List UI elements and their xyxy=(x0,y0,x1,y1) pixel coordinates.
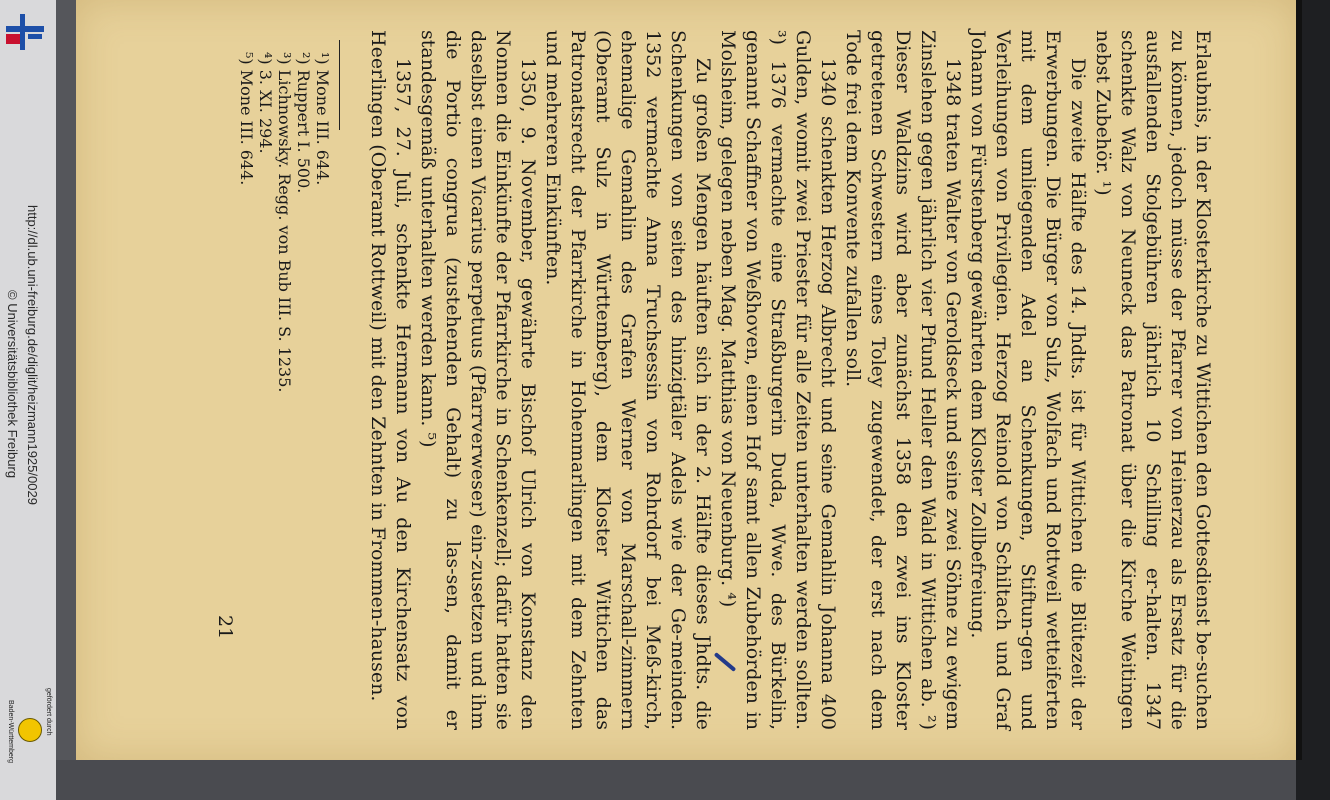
scan-background xyxy=(56,760,1296,800)
paragraph: Die zweite Hälfte des 14. Jhdts. ist für Wittichen die Blütezeit der Erwerbungen. Die Bürger von Sulz, Wolfach und Rottweil wetteiferten mit dem umliegenden Adel an Schenkungen, Stiftun-gen und Verleihungen von Privilegien. Herzog Reinold von Schiltach und Graf Johann von Fürstenberg gewährten dem Kloster Zollbefreiung. xyxy=(967,30,1089,730)
page-body xyxy=(365,30,1215,730)
footnotes xyxy=(237,52,332,393)
viewer-sidebar xyxy=(0,0,56,800)
footnote: ³) Lichnowsky. Regg. von Bub III. S. 1235. xyxy=(275,52,294,393)
page-content xyxy=(215,30,1215,730)
footnote: ⁴) 3. XI. 294. xyxy=(256,52,275,154)
paragraph: Zu großen Mengen häuften sich in der 2. Hälfte dieses Jhdts. die Schenkungen von seiten des hinzigtäler Adels wie der Ge-meinden. 1352 vermachte Anna Truchsessin von Rohrdorf bei Meß-kirch, ehemalige Gemahlin des Grafen Werner von Marschall-zimmern (Oberamt Sulz in Württemberg), dem Kloster Wittichen das Patronatsrecht der Pfarrkirche in Hohenmarlingen mit dem Zehnten und mehreren Einkünften. xyxy=(542,30,714,730)
funder-label: gefördert durch xyxy=(45,688,52,736)
footnote-area xyxy=(237,40,340,393)
copyright-notice: © Universitätsbibliothek Freiburg xyxy=(5,290,20,479)
paragraph: Erlaubnis, in der Klosterkirche zu Wittichen den Gottesdienst be-suchen zu können, jedoch müsse der Pfarrer von Heinerzau als Ersatz für die ausfallenden Stolgebühren jährlich 10 Schilling er-halten. 1347 schenkte Walz von Neuneck das Patronat über die Kirche Weitingen nebst Zubehör. ¹) xyxy=(1092,30,1214,730)
university-logo xyxy=(4,12,46,52)
footnote: ¹) Mone III. 644. xyxy=(313,52,332,186)
funder-name: Baden-Württemberg xyxy=(7,700,14,764)
paragraph: 1340 schenkten Herzog Albrecht und seine Gemahlin Johanna 400 Gulden, womit zwei Priester für alle Zeiten unterhalten werden sollten. ³) 1376 vermachte eine Straßburgerin Duda, Wwe. des Bürkelin, genannt Schaffner von Weßhoven, einen Hof samt allen Zubehörden in Molsheim, gelegen neben Mag. Matthias von Neuenburg. ⁴) xyxy=(717,30,839,730)
footnote: ²) Ruppert I. 500. xyxy=(294,52,313,194)
paragraph: 1357, 27. Juli, schenkte Hermann von Au den Kirchensatz von Heerlingen (Oberamt Rottweil) mit den Zehnten in Frommen-hausen. xyxy=(367,30,414,730)
footnote: ⁵) Mone III. 644. xyxy=(237,52,256,186)
state-seal-icon xyxy=(18,718,42,742)
footnote-rule xyxy=(339,40,340,130)
book-gutter-edge xyxy=(1296,0,1302,760)
page-number: 21 xyxy=(214,615,236,640)
paragraph: 1350, 9. November, gewährte Bischof Ulrich von Konstanz den Nonnen die Einkünfte der Pfarrkirche in Schenkenzell; dafür hatten sie daselbst einen Vicarius perpetuus (Pfarrverweser) ein-zusetzen und ihm die Portio congrua (zustehenden Gehalt) zu las-sen, damit er standesgemäß unterhalten werden kann. ⁵) xyxy=(417,30,539,730)
paragraph: 1348 traten Walter von Geroldseck und seine zwei Söhne zu ewigem Zinslehen gegen jährlich vier Pfund Heller den Wald in Wittichen ab. ²) Dieser Waldzins wird aber zunächst 1358 den zwei ins Kloster getretenen Schwestern eines Toley zugewendet, der erst nach dem Tode frei dem Konvente zufallen soll. xyxy=(842,30,964,730)
source-url: http://dl.ub.uni-freiburg.de/diglit/heizmann1925/0029 xyxy=(25,205,40,505)
